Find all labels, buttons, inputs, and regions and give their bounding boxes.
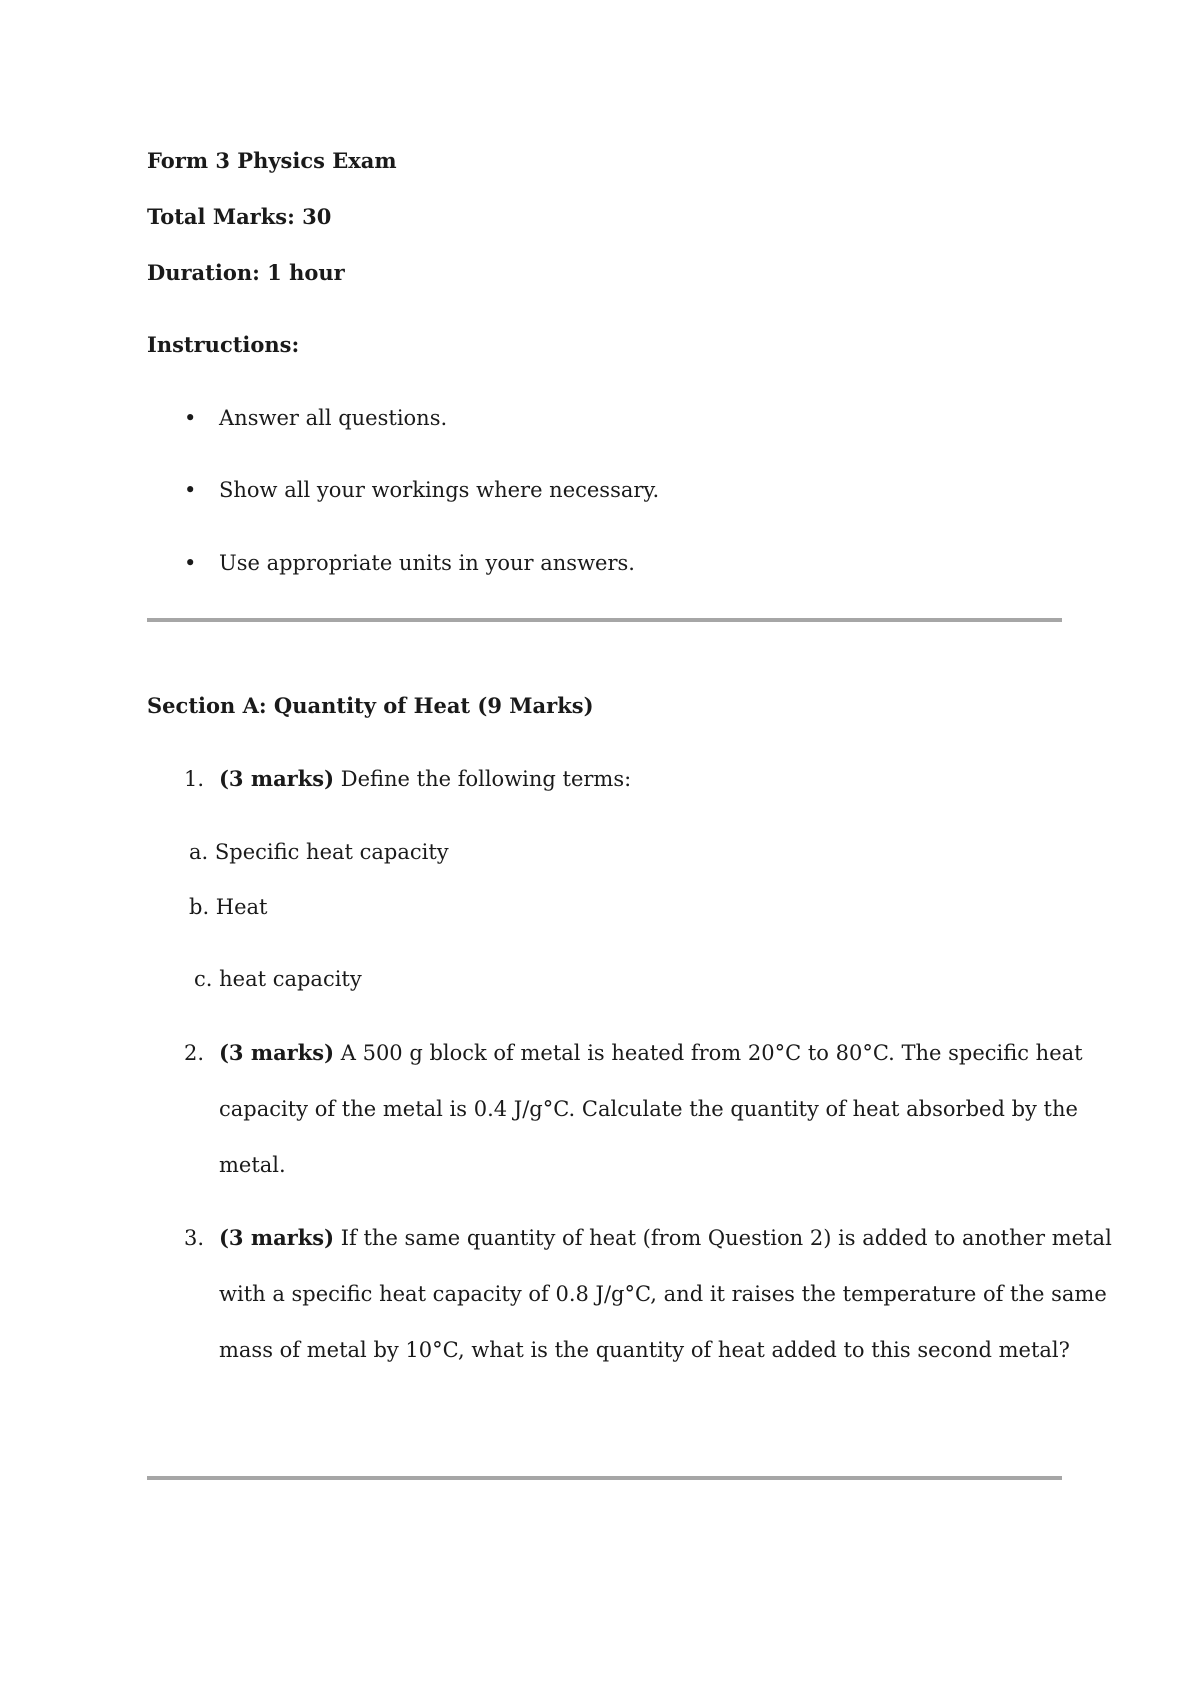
section-a-heading: Section A: Quantity of Heat (9 Marks)	[147, 693, 594, 718]
question-text: metal.	[219, 1153, 286, 1177]
instructions-heading: Instructions:	[147, 332, 300, 357]
question-line	[219, 1224, 1112, 1252]
exam-title: Form 3 Physics Exam	[147, 148, 397, 173]
question-text: capacity of the metal is 0.4 J/g°C. Calculate the quantity of heat absorbed by the	[219, 1097, 1078, 1121]
instruction-text: Use appropriate units in your answers.	[219, 551, 635, 575]
bullet-icon: •	[184, 551, 197, 575]
question-marks: (3 marks)	[219, 1225, 335, 1250]
total-marks: Total Marks: 30	[147, 204, 332, 229]
divider	[147, 618, 1062, 622]
instruction-text: Show all your workings where necessary.	[219, 478, 660, 502]
question-line	[219, 765, 631, 793]
bullet-icon: •	[184, 406, 197, 430]
subitem-c: c. heat capacity	[194, 967, 362, 991]
question-text: A 500 g block of metal is heated from 20°C to 80°C. The specific heat	[334, 1041, 1083, 1065]
question-marks: (3 marks)	[219, 1040, 335, 1065]
question-number: 3.	[184, 1226, 205, 1250]
subitem-b: b. Heat	[189, 895, 268, 919]
question-number: 2.	[184, 1041, 205, 1065]
subitem-a: a. Specific heat capacity	[189, 840, 449, 864]
question-text: Define the following terms:	[334, 767, 632, 791]
instruction-text: Answer all questions.	[219, 406, 448, 430]
question-text: with a specific heat capacity of 0.8 J/g°C, and it raises the temperature of the same	[219, 1282, 1107, 1306]
divider	[147, 1476, 1062, 1480]
question-text: mass of metal by 10°C, what is the quantity of heat added to this second metal?	[219, 1338, 1070, 1362]
question-text: If the same quantity of heat (from Question 2) is added to another metal	[334, 1226, 1112, 1250]
duration: Duration: 1 hour	[147, 260, 345, 285]
question-number: 1.	[184, 767, 205, 791]
question-line	[219, 1039, 1083, 1067]
question-marks: (3 marks)	[219, 766, 335, 791]
bullet-icon: •	[184, 478, 197, 502]
